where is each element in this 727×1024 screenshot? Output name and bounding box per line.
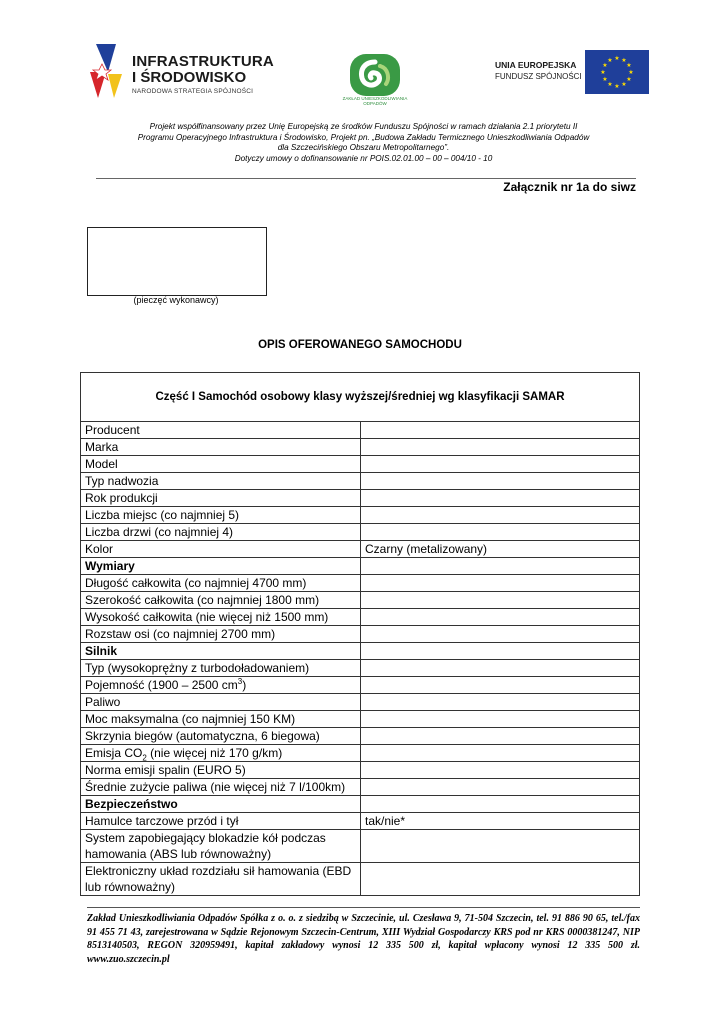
table-section-row xyxy=(81,558,640,575)
row-label: System zapobiegający blokadzie kół podczas hamowania (ABS lub równoważny) xyxy=(81,830,361,863)
svg-text:★: ★ xyxy=(607,81,613,88)
infrastruktura-logo xyxy=(88,40,288,104)
vehicle-spec-table xyxy=(80,372,640,896)
zuo-logo-caption: ZAKŁAD UNIESZKODLIWIANIA ODPADÓW xyxy=(342,96,408,106)
row-label xyxy=(81,745,361,762)
row-label: Skrzynia biegów (automatyczna, 6 biegowa) xyxy=(81,728,361,745)
table-row xyxy=(81,592,640,609)
row-value-field[interactable] xyxy=(361,779,640,796)
table-row xyxy=(81,779,640,796)
row-label-text: Emisja CO xyxy=(85,746,143,760)
svg-text:★: ★ xyxy=(614,55,620,62)
is-logo-line2: I ŚRODOWISKO xyxy=(132,69,247,86)
row-label-text: ) xyxy=(242,678,247,692)
table-header: Część I Samochód osobowy klasy wyższej/średniej wg klasyfikacji SAMAR xyxy=(81,373,640,422)
row-value-field[interactable] xyxy=(361,694,640,711)
contractor-stamp-label: (pieczęć wykonawcy) xyxy=(133,295,219,305)
row-value-field[interactable] xyxy=(361,422,640,439)
eu-logo-line2: FUNDUSZ SPÓJNOŚCI xyxy=(495,72,582,81)
svg-text:★: ★ xyxy=(621,57,627,64)
table-row xyxy=(81,524,640,541)
project-note-line: dla Szczecińskiego Obszaru Metropolitarnego”. xyxy=(277,143,450,152)
project-note-line: Programu Operacyjnego Infrastruktura i Środowisko, Projekt pn. „Budowa Zakładu Termicznego Unieszkodliwiania Odpadów xyxy=(137,132,590,142)
row-label: Rok produkcji xyxy=(81,490,361,507)
row-value-field[interactable]: tak/nie* xyxy=(361,813,640,830)
row-label: Kolor xyxy=(81,541,361,558)
table-row xyxy=(81,762,640,779)
project-note-line: Dotyczy umowy o dofinansowanie nr POIS.02.01.00 – 00 – 004/10 - 10 xyxy=(234,153,493,163)
row-label-text: (nie więcej niż 170 g/km) xyxy=(146,746,283,760)
project-funding-note xyxy=(100,122,627,164)
footer-divider xyxy=(87,907,640,908)
row-value-field[interactable] xyxy=(361,863,640,896)
row-label: Moc maksymalna (co najmniej 150 KM) xyxy=(81,711,361,728)
row-label: Norma emisji spalin (EURO 5) xyxy=(81,762,361,779)
row-value-field[interactable] xyxy=(361,456,640,473)
is-logo-line3: NARODOWA STRATEGIA SPÓJNOŚCI xyxy=(132,88,254,95)
row-label-subscript: 2 xyxy=(142,753,147,763)
row-value-field[interactable] xyxy=(361,660,640,677)
row-label: Elektroniczny układ rozdziału sił hamowania (EBD lub równoważny) xyxy=(81,863,361,896)
zuo-emblem-icon xyxy=(344,52,406,98)
row-label: Długość całkowita (co najmniej 4700 mm) xyxy=(81,575,361,592)
row-value-field[interactable] xyxy=(361,524,640,541)
row-value-field[interactable] xyxy=(361,626,640,643)
header-divider xyxy=(96,178,636,179)
table-row xyxy=(81,456,640,473)
table-row xyxy=(81,711,640,728)
table-row xyxy=(81,575,640,592)
table-row xyxy=(81,609,640,626)
row-label: Producent xyxy=(81,422,361,439)
eu-flag-icon xyxy=(585,50,649,94)
row-label xyxy=(81,677,361,694)
row-value-field[interactable] xyxy=(361,473,640,490)
row-value-field[interactable] xyxy=(361,728,640,745)
row-label-superscript: 3 xyxy=(237,677,243,686)
row-value-field xyxy=(361,796,640,813)
table-row xyxy=(81,473,640,490)
svg-text:★: ★ xyxy=(602,62,608,69)
row-value-field[interactable] xyxy=(361,677,640,694)
section-label: Silnik xyxy=(81,643,361,660)
table-row xyxy=(81,694,640,711)
row-label: Liczba miejsc (co najmniej 5) xyxy=(81,507,361,524)
table-section-row xyxy=(81,796,640,813)
row-value-field[interactable] xyxy=(361,609,640,626)
table-row xyxy=(81,813,640,830)
svg-text:★: ★ xyxy=(626,76,632,83)
row-value-field[interactable] xyxy=(361,762,640,779)
table-section-row xyxy=(81,643,640,660)
table-row xyxy=(81,830,640,863)
table-row xyxy=(81,541,640,558)
row-label: Typ (wysokoprężny z turbodoładowaniem) xyxy=(81,660,361,677)
row-label: Szerokość całkowita (co najmniej 1800 mm) xyxy=(81,592,361,609)
row-label: Średnie zużycie paliwa (nie więcej niż 7 l/100km) xyxy=(81,779,361,796)
section-label: Bezpieczeństwo xyxy=(81,796,361,813)
row-value-field[interactable]: Czarny (metalizowany) xyxy=(361,541,640,558)
project-note-line: Projekt współfinansowany przez Unię Europejską ze środków Funduszu Spójności w ramach działania 2.1 priorytetu II xyxy=(149,122,578,131)
table-header-row xyxy=(81,373,640,422)
row-label: Model xyxy=(81,456,361,473)
row-value-field[interactable] xyxy=(361,507,640,524)
svg-text:★: ★ xyxy=(626,62,632,69)
row-value-field xyxy=(361,643,640,660)
row-value-field[interactable] xyxy=(361,745,640,762)
table-row xyxy=(81,745,640,762)
eu-logo-line1: UNIA EUROPEJSKA xyxy=(495,60,577,70)
document-title: OPIS OFEROWANEGO SAMOCHODU xyxy=(258,339,462,351)
company-footer: Zakład Unieszkodliwiania Odpadów Spółka z o. o. z siedzibą w Szczecinie, ul. Czesława 9, 71-504 Szczecin, tel. 91 886 90 65, tel./fax 91 455 71 43, zarejestrowana w Sądzie Rejonowym Szczecin-Centrum, XIII Wydział Gospodarczy KRS pod nr KRS 0000381247, NIP 8513140503, REGON 320959491, kapitał zakładowy wynosi 12 335 500 zł, kapitał wpłacony wynosi 12 335 500 zł. www.zuo.szczecin.pl xyxy=(87,913,640,965)
row-label: Liczba drzwi (co najmniej 4) xyxy=(81,524,361,541)
table-row xyxy=(81,422,640,439)
svg-text:★: ★ xyxy=(600,69,606,76)
section-label: Wymiary xyxy=(81,558,361,575)
table-row xyxy=(81,490,640,507)
zuo-logo xyxy=(344,52,406,114)
table-row xyxy=(81,439,640,456)
table-row xyxy=(81,660,640,677)
svg-text:★: ★ xyxy=(621,81,627,88)
svg-text:★: ★ xyxy=(602,76,608,83)
table-row xyxy=(81,863,640,896)
row-value-field[interactable] xyxy=(361,592,640,609)
annex-label: Załącznik nr 1a do siwz xyxy=(503,180,636,194)
row-value-field[interactable] xyxy=(361,830,640,863)
row-label: Typ nadwozia xyxy=(81,473,361,490)
table-row xyxy=(81,507,640,524)
svg-text:★: ★ xyxy=(607,57,613,64)
row-value-field[interactable] xyxy=(361,439,640,456)
svg-text:★: ★ xyxy=(614,83,620,90)
row-label: Rozstaw osi (co najmniej 2700 mm) xyxy=(81,626,361,643)
table-row xyxy=(81,677,640,694)
row-label: Paliwo xyxy=(81,694,361,711)
is-logo-line1: INFRASTRUKTURA xyxy=(132,53,274,70)
row-label: Marka xyxy=(81,439,361,456)
eu-logo xyxy=(481,44,653,100)
row-value-field[interactable] xyxy=(361,711,640,728)
row-label: Hamulce tarczowe przód i tył xyxy=(81,813,361,830)
table-row xyxy=(81,728,640,745)
svg-text:★: ★ xyxy=(628,69,634,76)
row-label-text: Pojemność (1900 – 2500 cm xyxy=(85,678,238,692)
row-label: Wysokość całkowita (nie więcej niż 1500 mm) xyxy=(81,609,361,626)
infrastruktura-emblem-icon xyxy=(88,42,124,100)
row-value-field xyxy=(361,558,640,575)
row-value-field[interactable] xyxy=(361,575,640,592)
contractor-stamp-box[interactable] xyxy=(87,227,267,296)
table-row xyxy=(81,626,640,643)
row-value-field[interactable] xyxy=(361,490,640,507)
